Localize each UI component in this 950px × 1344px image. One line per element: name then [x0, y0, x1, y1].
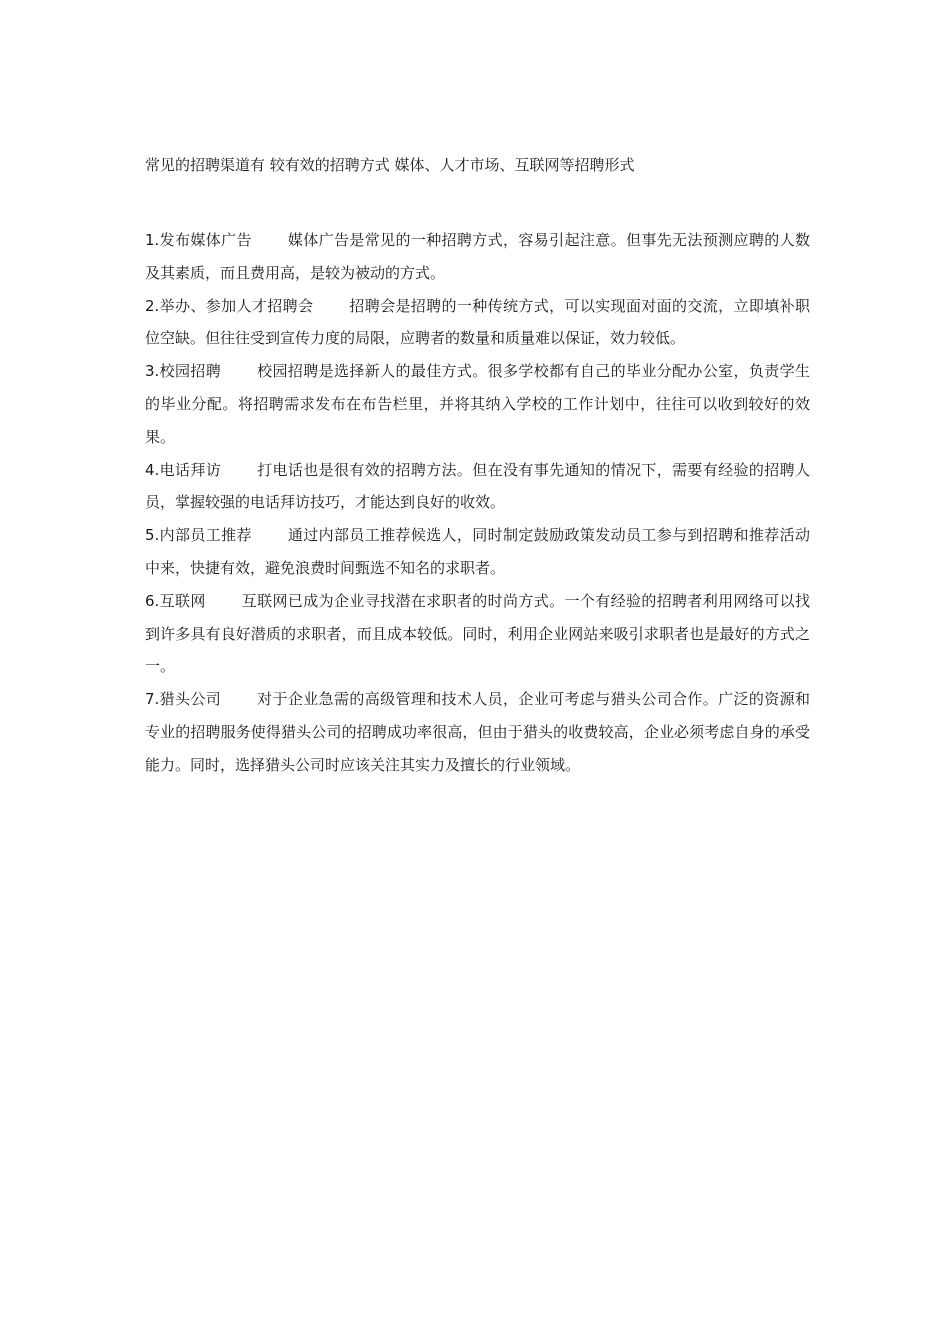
list-item — [145, 355, 810, 453]
item-text: 校园招聘是选择新人的最佳方式。很多学校都有自己的毕业分配办公室，负责学生的毕业分配。将招聘需求发布在布告栏里，并将其纳入学校的工作计划中，往往可以收到较好的效果。 — [145, 362, 810, 446]
item-heading: 1.发布媒体广告 — [145, 231, 252, 249]
item-heading: 2.举办、参加人才招聘会 — [145, 296, 314, 315]
item-text: 打电话也是很有效的招聘方法。但在没有事先通知的情况下，需要有经验的招聘人员，掌握较强的电话拜访技巧，才能达到良好的收效。 — [145, 460, 810, 512]
item-text: 招聘会是招聘的一种传统方式，可以实现面对面的交流，立即填补职位空缺。但往往受到宣传力度的局限，应聘者的数量和质量难以保证，效力较低。 — [145, 296, 810, 348]
item-text: 通过内部员工推荐候选人，同时制定鼓励政策发动员工参与到招聘和推荐活动中来，快捷有效，避免浪费时间甄选不知名的求职者。 — [145, 526, 810, 577]
document-title: 常见的招聘渠道有 较有效的招聘方式 媒体、人才市场、互联网等招聘形式 — [145, 156, 635, 174]
item-heading: 5.内部员工推荐 — [145, 526, 252, 545]
list-item — [145, 224, 810, 290]
list-item — [145, 519, 810, 585]
item-heading: 6.互联网 — [145, 591, 206, 610]
item-heading: 4.电话拜访 — [145, 460, 222, 479]
item-heading: 7.猎头公司 — [145, 690, 222, 709]
document-body — [145, 224, 810, 782]
item-text: 媒体广告是常见的一种招聘方式，容易引起注意。但事先无法预测应聘的人数及其素质，而且费用高，是较为被动的方式。 — [145, 231, 810, 282]
list-item — [145, 683, 810, 781]
list-item — [145, 454, 810, 520]
item-text: 对于企业急需的高级管理和技术人员，企业可考虑与猎头公司合作。广泛的资源和专业的招聘服务使得猎头公司的招聘成功率很高，但由于猎头的收费较高，企业必须考虑自身的承受能力。同时，选择猎头公司时应该关注其实力及擅长的行业领域。 — [145, 690, 810, 774]
item-heading: 3.校园招聘 — [145, 362, 222, 381]
list-item — [145, 290, 810, 356]
list-item — [145, 585, 810, 683]
item-text: 互联网已成为企业寻找潜在求职者的时尚方式。一个有经验的招聘者利用网络可以找到许多具有良好潜质的求职者，而且成本较低。同时，利用企业网站来吸引求职者也是最好的方式之一。 — [145, 591, 810, 676]
